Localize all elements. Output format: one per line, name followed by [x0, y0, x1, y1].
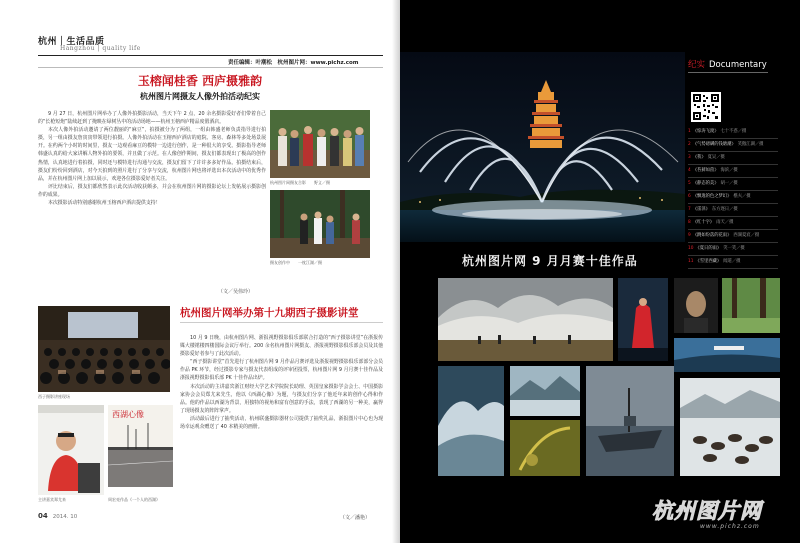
photo-caption: 主讲嘉宾郑尤来 [38, 497, 66, 502]
entry-title: 《红十字》 [692, 220, 715, 225]
entry-title: 《跳如纷落的花雨》 [692, 233, 732, 238]
article1-paragraph: 本次人像外拍活动邀请了两位靓丽的“麻豆”，拍摄被分为了两组，一组由韩盛老师负责指导进行拍摄，另一组由摄友詹寅寅带领进行拍摄。人像外拍活动在玉榕西庐酒店的庭院、客房、森林等多处场景展开。在约两个小时的时间里，摄友一边观看麻豆的模特一边进行创作，是一种很大的享受。摄影指导老师韩盛认真的给大家讲解人物外拍的要领，并且做了示范。在人像创作期间，摄友们都表现出了极高的创作热情，认真地进行着拍摄，同时还与模特进行沟通与交流，摄友们留下了许许多多好作品。拍摄结束后，摄友们纷纷回到酒店，对今天拍到的照片进行了分享与交流，杭州图片网也将评选出本次活动中的优秀作品，并在杭州图片网上加以展示，欢迎各位摄影爱好者关注。 [38, 127, 266, 182]
photo-caption: 杭州图片网摄友合影 野义／摄 [270, 180, 330, 185]
entry-title: 《雪里西藏》 [695, 259, 722, 264]
list-item[interactable] [688, 230, 778, 243]
article2-divider [180, 322, 383, 323]
entry-title: 《飘逸的色之梦幻》 [692, 194, 732, 199]
editor-divider [38, 67, 383, 68]
entry-number: 4 [688, 168, 691, 173]
entry-number: 8 [688, 220, 691, 225]
top-ten-list [688, 126, 778, 269]
documentary-header-en: Documentary [709, 60, 767, 70]
section-header: 杭州｜生活品质 [38, 37, 105, 47]
list-item[interactable] [688, 191, 778, 204]
entry-title: 《夏日的雨》 [695, 246, 722, 251]
article1-paragraph: 评比结束后，摄友们都欣然表示此次活动收获颇多，并会在杭州图片网的摄影论坛上发帖展示摄影创作的成果。 [38, 183, 266, 198]
section-header-en: Hangzhou | quality life [60, 45, 141, 52]
watermark-logo: 杭州图片网 [652, 499, 762, 523]
list-item[interactable] [688, 152, 778, 165]
entry-number: 11 [688, 259, 694, 264]
entry-author: 樵夫／摄 [733, 194, 751, 199]
entry-title: 《我》 [692, 155, 706, 160]
entry-author: 西湖夏宸／摄 [733, 233, 760, 238]
entry-author: 笑傲江湖／摄 [737, 142, 764, 147]
photo-caption: 西子摄影讲座现场 [38, 394, 70, 399]
speaker-photo [38, 405, 104, 495]
article1-title: 玉榕闻桂香 西庐摄雅韵 [137, 74, 263, 88]
article2-paragraph: “西子摄影讲堂”首先进行了杭州图片网 9 月作品月赛评选及浙报视野摄影俱乐部部分会员作品 PK 环节，经过摄影专家与摄友代表组成的评审团投票，杭州图片网 9 月月赛十佳作品及浙报视野摄影俱乐部 PK 十佳作品出炉。 [180, 359, 383, 382]
list-item[interactable] [688, 178, 778, 191]
issue-date: 2014. 10 [52, 514, 78, 520]
portrait-thumb[interactable] [674, 278, 718, 333]
article2-paragraph: 活动最后进行了抽奖活动，杭州联盛摄影器材公司提供了抽奖礼品，浙报图片中心也为现场幸运观众赠送了 40 本精美的画册。 [180, 415, 383, 431]
article2-paragraph: 10 月 9 日晚，由杭州图片网、浙报视野摄影俱乐部联合打造的“西子摄影讲堂”在浙报传媒大楼裙楼四楼国际会议厅举行。200 余名杭州图片网摄友、浙报视野摄影俱乐部会员及其他摄影爱好者参与了此次活动。 [180, 335, 383, 358]
article1-paragraph: 9 月 27 日，杭州图片网举办了人像外拍摄影活动，当天下午 2 点，20 余名摄影爱好者们带着自己的“长枪短炮”陆续赶到了掩映在绿树丛中的活动场地——杭州玉榕西庐精品度假酒店。 [38, 111, 266, 126]
wave-splash-thumb[interactable] [438, 366, 504, 476]
entry-author: 闻道／摄 [723, 259, 741, 264]
entry-author: 雨天／摄 [716, 220, 734, 225]
entry-number: 9 [688, 233, 691, 238]
qr-code-icon [691, 92, 721, 122]
sea-arch-thumb[interactable] [674, 338, 780, 372]
entry-author: 胡一／摄 [720, 181, 738, 186]
page-spine-shadow [392, 0, 400, 543]
lake-mountain-thumb[interactable] [510, 366, 580, 416]
model-session-photo [270, 110, 370, 178]
article1-signature: （文／吴伟玲） [218, 289, 254, 295]
article1-body [38, 110, 266, 207]
list-item[interactable] [688, 126, 778, 139]
artwork-overlay-text: 西湖心像 [112, 410, 144, 419]
entry-title: 《苔藓如茵》 [692, 168, 719, 173]
article2-signature: （文／潘艳） [340, 515, 371, 521]
list-item[interactable] [688, 217, 778, 230]
entry-author: 海滨／摄 [720, 168, 738, 173]
article1-paragraph: 本次摄影活动特别感谢杭州玉榕西庐酒店提供支持！ [48, 200, 161, 207]
right-page [400, 0, 800, 543]
photo-caption: 摄友创作中 一枕江湖／摄 [270, 260, 322, 265]
entry-number: 7 [688, 207, 691, 212]
photo-caption: 周宏亮作品《一个人的西湖》 [108, 497, 160, 502]
list-item[interactable] [688, 139, 778, 152]
contest-title: 杭州图片网 9 月月赛十佳作品 [462, 254, 638, 268]
entry-number: 1 [688, 129, 691, 134]
entry-number: 6 [688, 194, 691, 199]
entry-title: 《雷泽》 [692, 207, 710, 212]
watermark-url: www.pichz.com [700, 523, 760, 530]
article1-subtitle: 杭州图片网摄友人像外拍活动纪实 [140, 92, 260, 101]
entry-author: 笑一笑／摄 [723, 246, 745, 251]
entry-number: 5 [688, 181, 691, 186]
documentary-header-cn: 纪实 [688, 60, 706, 70]
list-item[interactable] [688, 204, 778, 217]
page-number: 04 [38, 512, 48, 520]
entry-number: 3 [688, 155, 691, 160]
editor-line: 责任编辑：叶潮松 杭州图片网：www.pichz.com [228, 60, 359, 66]
fountain-hero-photo [400, 52, 685, 242]
entry-title: 《静态的美》 [692, 181, 719, 186]
documentary-divider [688, 72, 768, 73]
page-folio [38, 512, 77, 520]
entry-author: 夏吴／摄 [707, 155, 725, 160]
xihu-artwork-photo [108, 405, 173, 487]
entry-author: 东方逐日／摄 [711, 207, 738, 212]
forest-shoot-photo [270, 190, 370, 258]
entry-title: 《气势磅礴的钱塘潮》 [692, 142, 736, 147]
moss-forest-thumb[interactable] [722, 278, 780, 333]
documentary-header [688, 58, 767, 70]
entry-author: 七十不惑／摄 [720, 129, 747, 134]
lecture-hall-photo [38, 306, 170, 392]
still-life-thumb[interactable] [510, 420, 580, 476]
boat-thumb[interactable] [586, 366, 674, 476]
list-item[interactable] [688, 165, 778, 178]
red-dress-thumb[interactable] [618, 278, 668, 361]
header-divider [38, 55, 383, 56]
article2-paragraph: 本次活动的主讲嘉宾浙江财经大学艺术学院院长助理、英国皇家摄影学会会士、中国摄影家协会会员郑尤来先生，他以《西湖心像》为题，与摄友们分享了他近年来的创作心得和作品。他的作品以西湖为背景，用独特的视角和富有创意的手法，表现了西湖的另一种美，赢得了现场摄友的阵阵掌声。 [180, 383, 383, 414]
article2-body [180, 334, 383, 431]
article2-title: 杭州图片网举办第十九期西子摄影讲堂 [180, 307, 359, 319]
horses-snow-thumb[interactable] [680, 378, 780, 476]
entry-number: 10 [688, 246, 694, 251]
tidal-bore-thumb[interactable] [438, 278, 613, 361]
entry-title: 《惊涛飞渡》 [692, 129, 719, 134]
entry-number: 2 [688, 142, 691, 147]
